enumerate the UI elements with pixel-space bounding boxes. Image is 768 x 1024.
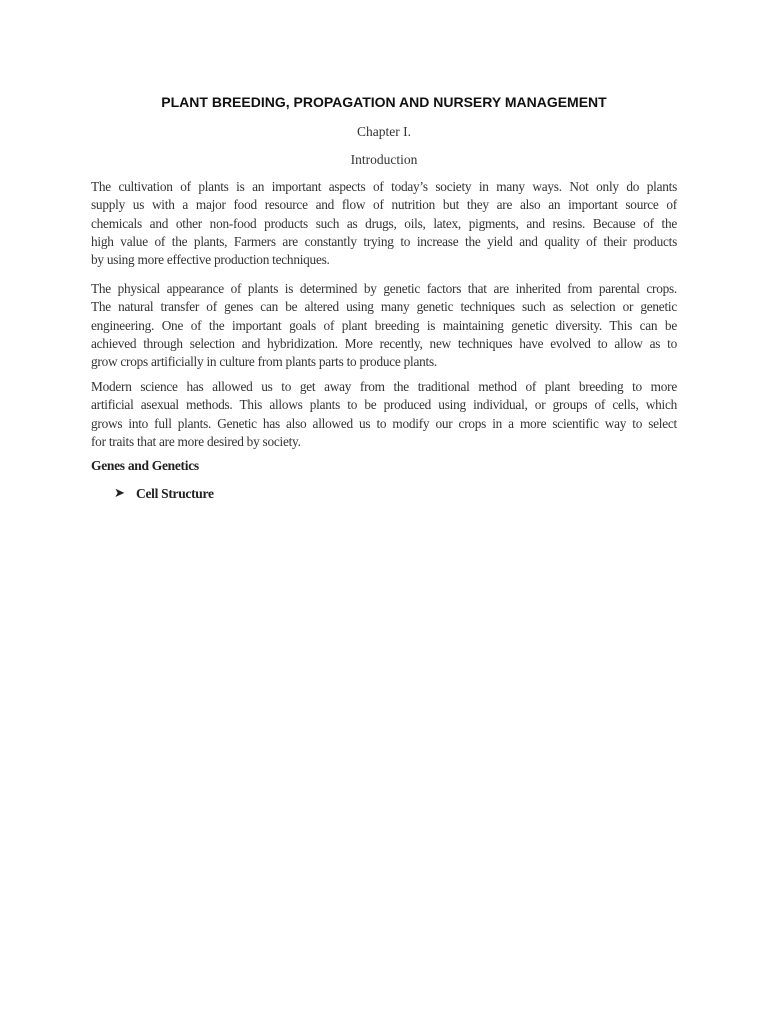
text-line: high value of the plants, Farmers are constantly trying to increase the yield and quality of their products	[91, 233, 677, 249]
paragraph-2	[91, 280, 677, 371]
text-line: grow crops artificially in culture from plants parts to produce plants.	[91, 354, 437, 370]
chapter-label: Chapter I.	[357, 124, 411, 139]
text-line: The natural transfer of genes can be altered using many genetic techniques such as selection or genetic	[91, 299, 677, 315]
text-line: The physical appearance of plants is determined by genetic factors that are inherited from parental crops.	[91, 281, 677, 296]
bullet-item: Cell Structure	[136, 486, 214, 501]
text-line: grows into full plants. Genetic has also allowed us to modify our crops in a more scientific way to select	[91, 415, 677, 431]
text-line: chemicals and other non-food products such as drugs, oils, latex, pigments, and resins. Because of the	[91, 215, 677, 231]
text-line: Modern science has allowed us to get away from the traditional method of plant breeding to more	[91, 379, 677, 394]
text-line: by using more effective production techniques.	[91, 252, 330, 268]
text-line: engineering. One of the important goals of plant breeding is maintaining genetic diversity. This can be	[91, 317, 677, 333]
paragraph-1	[91, 178, 677, 269]
document-title: PLANT BREEDING, PROPAGATION AND NURSERY MANAGEMENT	[161, 94, 607, 110]
text-line: The cultivation of plants is an important aspects of today’s society in many ways. Not only do plants	[91, 179, 677, 194]
text-line: achieved through selection and hybridization. More recently, new techniques have evolved to allow as to	[91, 335, 677, 351]
arrowhead-bullet-icon: ➤	[114, 486, 125, 501]
paragraph-3	[91, 378, 677, 451]
text-line: for traits that are more desired by society.	[91, 433, 301, 449]
text-line: supply us with a major food resource and flow of nutrition but they are also an important source of	[91, 197, 677, 213]
subheading: Genes and Genetics	[91, 458, 199, 473]
section-title: Introduction	[350, 152, 418, 167]
text-line: artificial asexual methods. This allows plants to be produced using individual, or groups of cells, which	[91, 397, 677, 413]
